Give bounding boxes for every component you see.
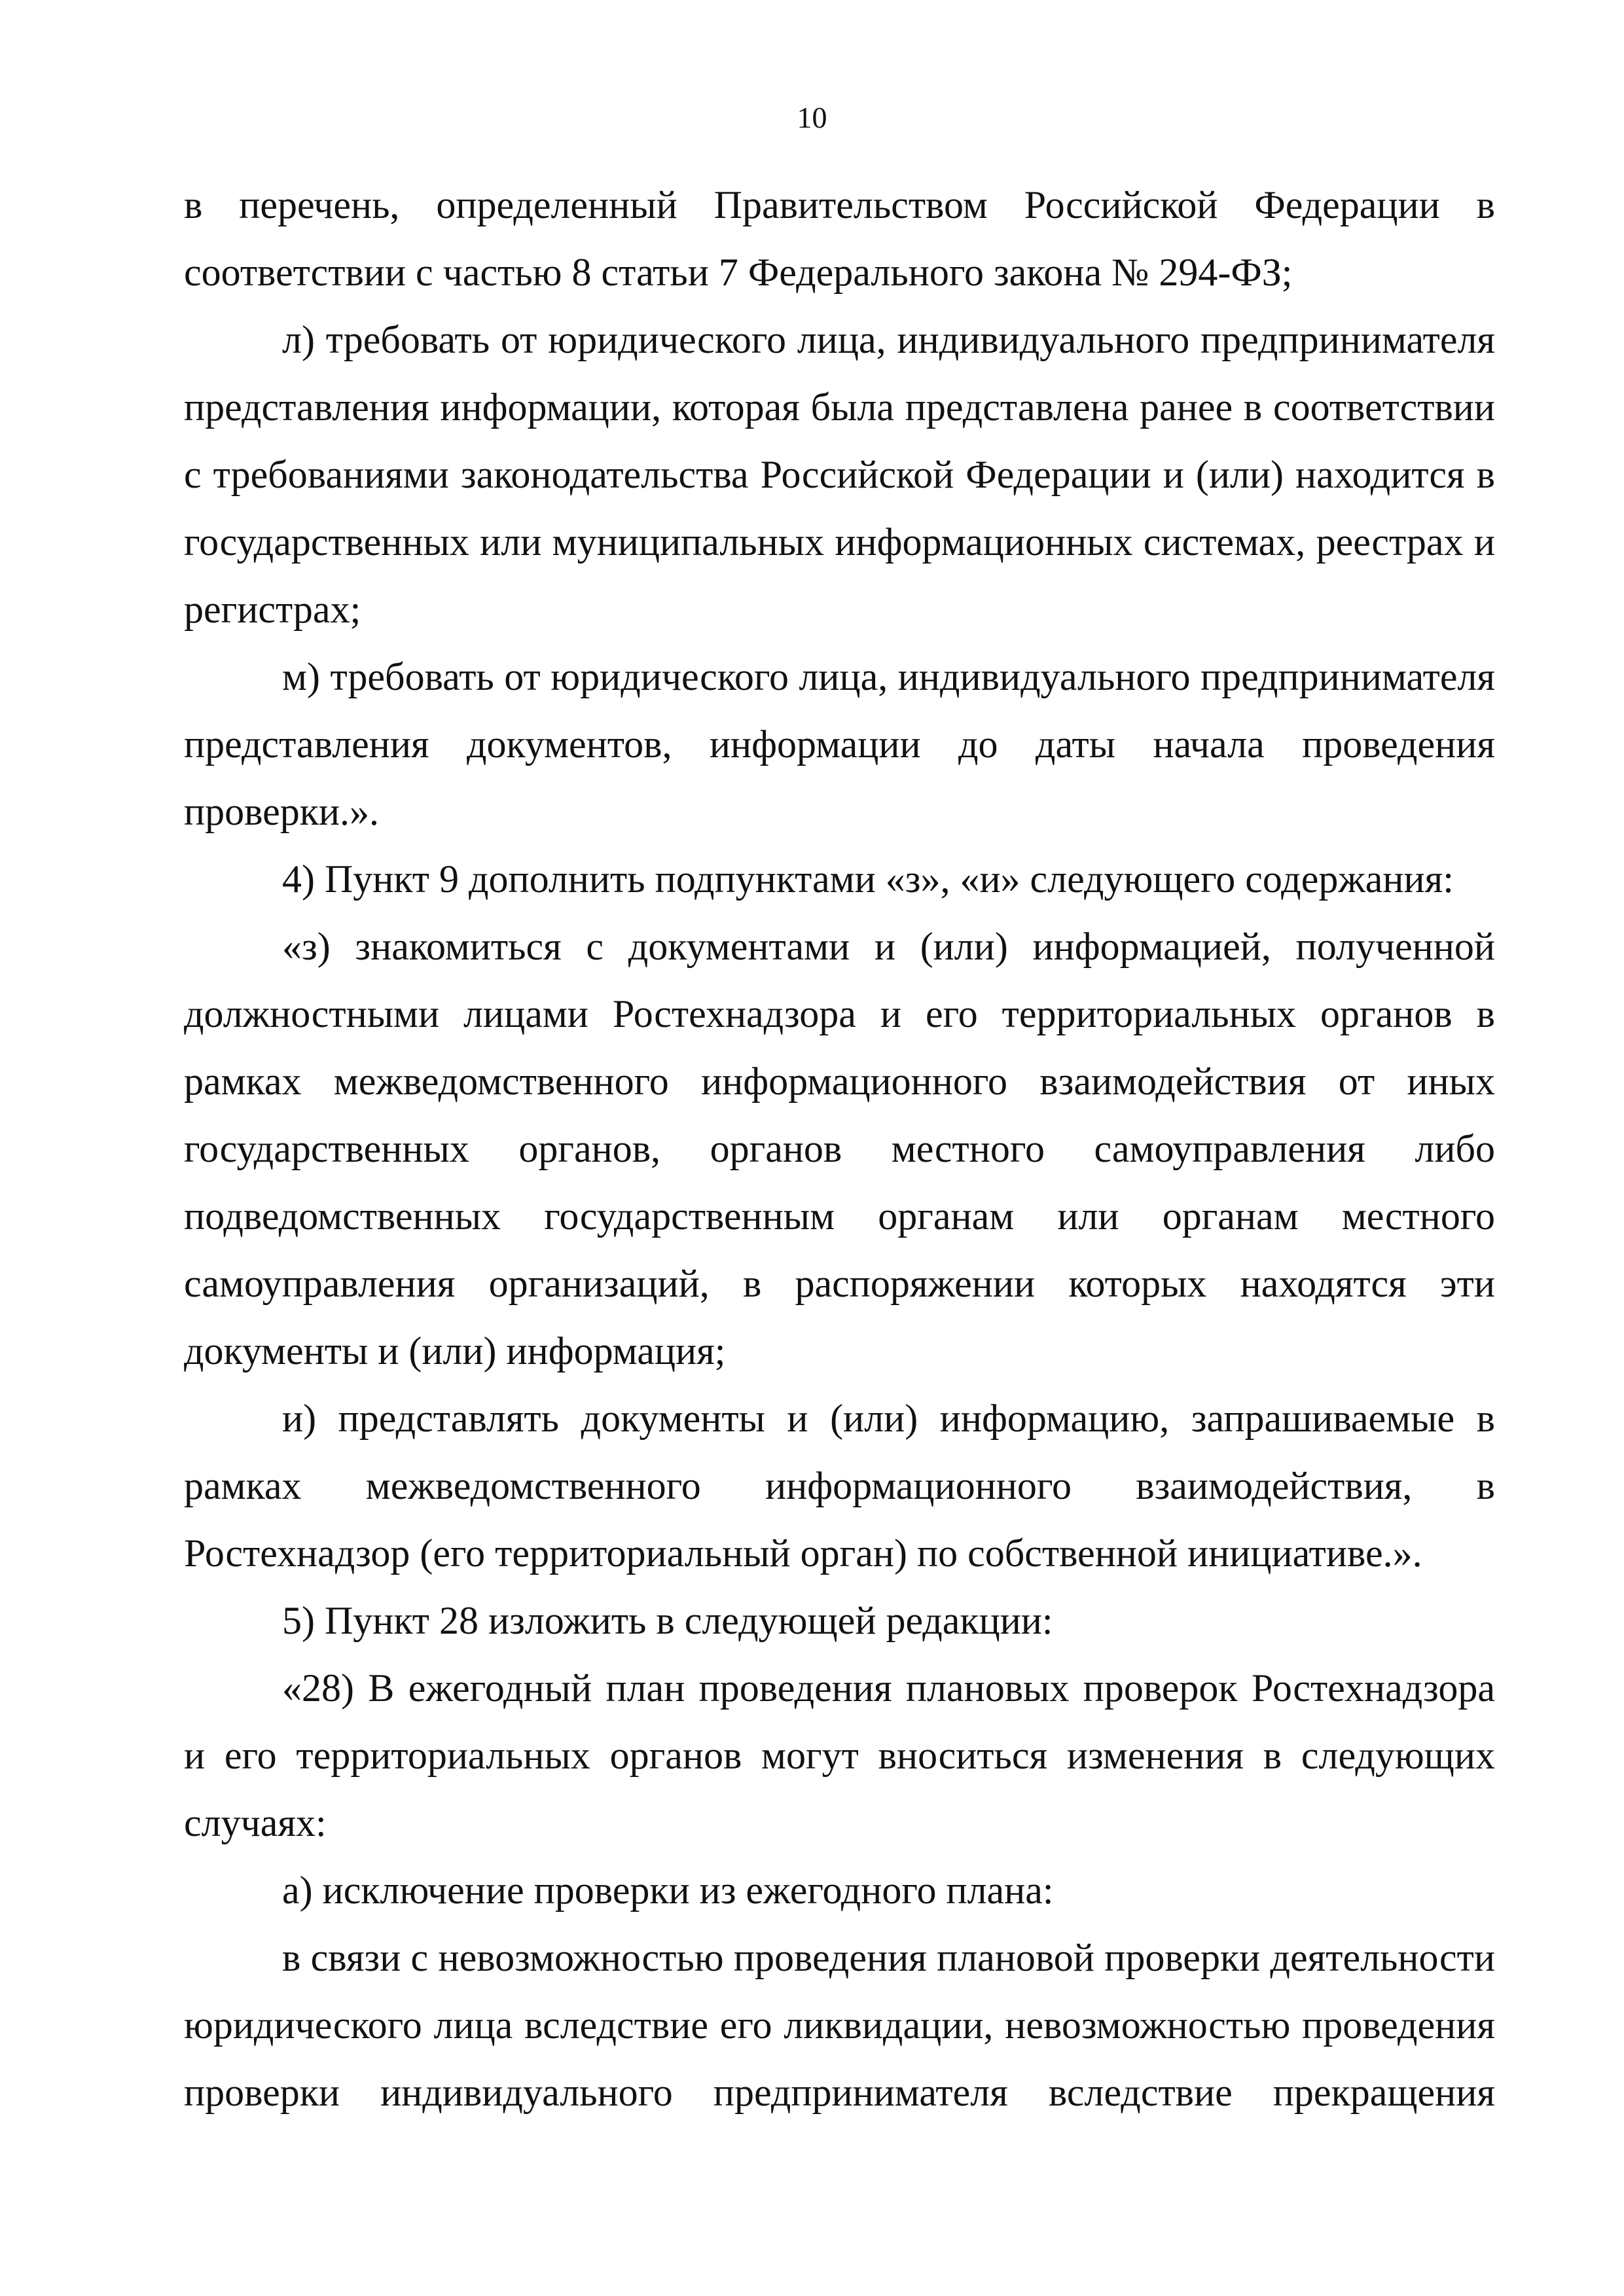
paragraph-item-z: «з) знакомиться с документами и (или) информацией, полученной должностными лицами Ростехнадзора и его территориальных органов в рамках межведомственного информационного взаимодействия от иных государственных органов, органов местного самоуправления либо подведомственных государственным органам или органам местного самоуправления организаций, в распоряжении которых находятся эти документы и (или) информация; (184, 925, 1495, 1372)
document-body (184, 171, 1495, 2126)
paragraph-point-28: «28) В ежегодный план проведения плановых проверок Ростехнадзора и его территориальных органов могут вноситься изменения в следующих случаях: (184, 1666, 1495, 1844)
paragraph-list-continuation: в перечень, определенный Правительством Российской Федерации в соответствии с частью 8 статьи 7 Федерального закона № 294-ФЗ; (184, 183, 1495, 294)
paragraph-item-a: а) исключение проверки из ежегодного плана: (282, 1869, 1054, 1912)
paragraph-point-5: 5) Пункт 28 изложить в следующей редакции: (282, 1599, 1053, 1642)
paragraph-item-i: и) представлять документы и (или) информацию, запрашиваемые в рамках межведомственного информационного взаимодействия, в Ростехнадзор (его территориальный орган) по собственной инициативе.». (184, 1397, 1495, 1575)
paragraph-point-4: 4) Пункт 9 дополнить подпунктами «з», «и» следующего содержания: (282, 857, 1454, 901)
page-number: 10 (797, 101, 827, 134)
paragraph-item-l: л) требовать от юридического лица, индивидуального предпринимателя представления информации, которая была представлена ранее в соответствии с требованиями законодательства Российской Федерации и (или) находится в государственных или муниципальных информационных системах, реестрах и регистрах; (184, 318, 1495, 631)
paragraph-item-m: м) требовать от юридического лица, индивидуального предпринимателя представления документов, информации до даты начала проведения проверки.». (184, 655, 1495, 833)
paragraph-exclusion-reason: в связи с невозможностью проведения плановой проверки деятельности юридического лица вследствие его ликвидации, невозможностью проведения проверки индивидуального предпринимателя вследствие прекращения (184, 1936, 1495, 2114)
